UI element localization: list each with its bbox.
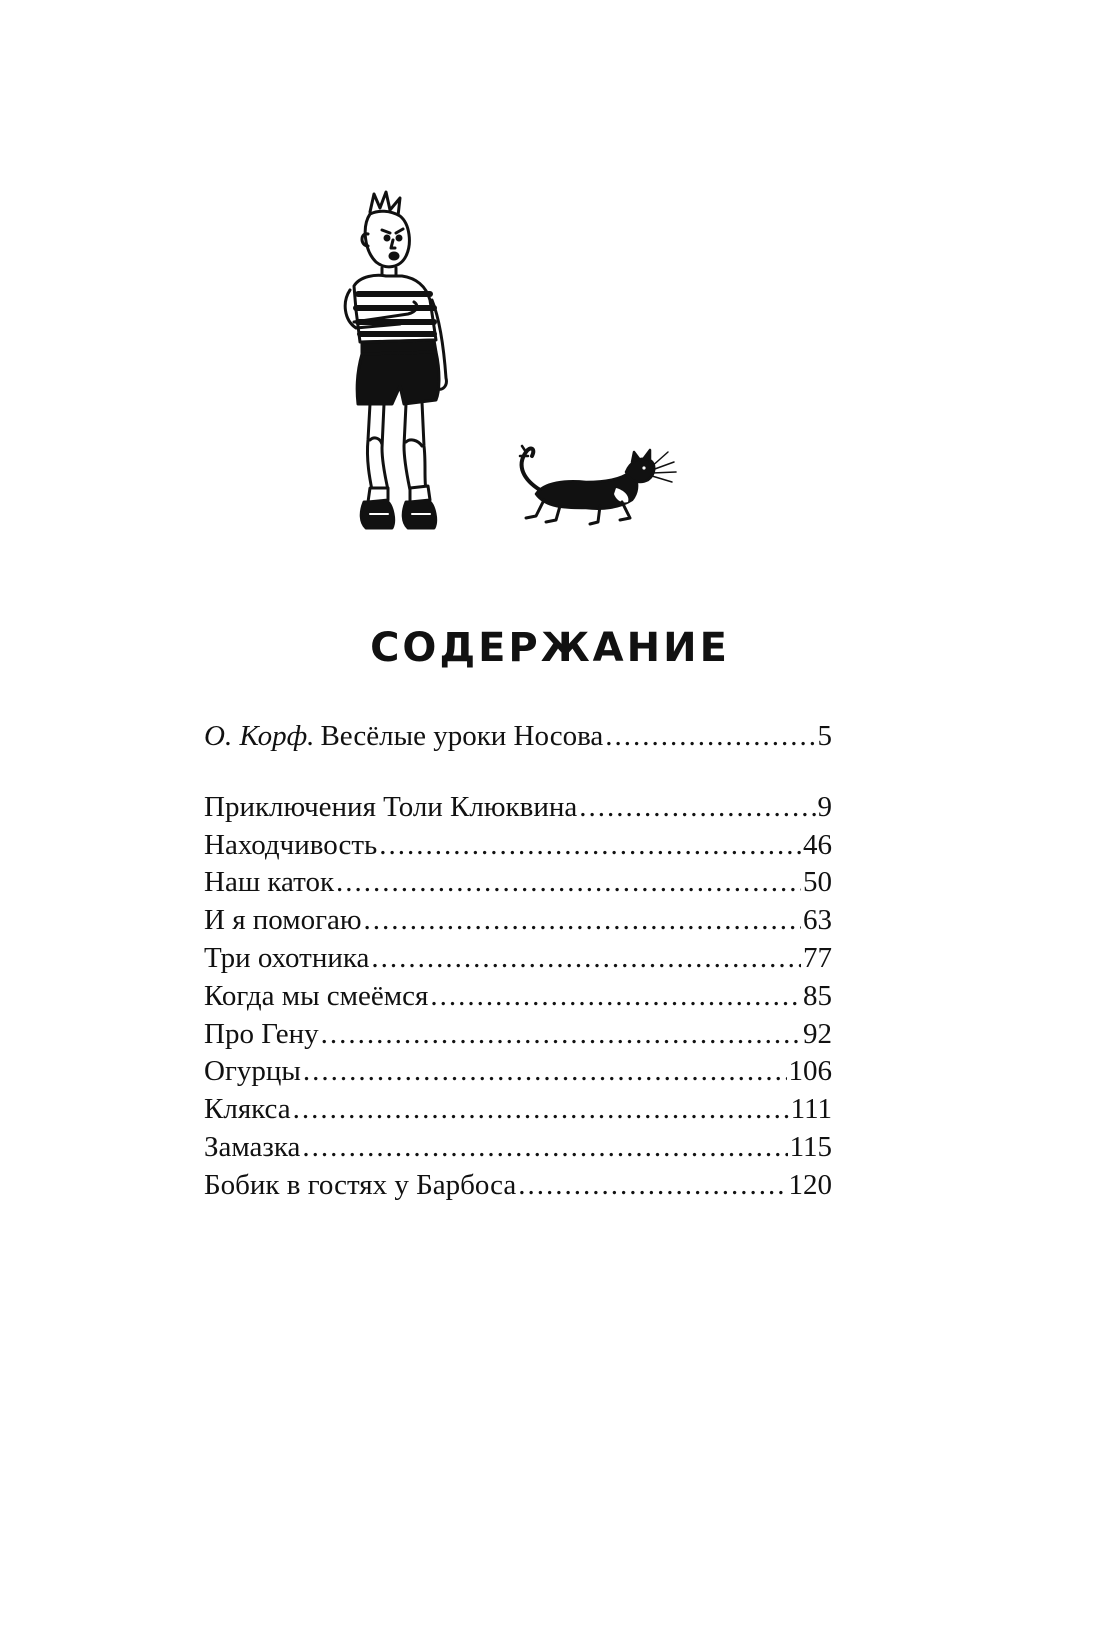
toc-entry-page: 85	[803, 979, 832, 1012]
toc-dot-leader	[579, 789, 815, 827]
toc-entry-title: Огурцы	[204, 1055, 301, 1088]
toc-dot-leader	[293, 1091, 789, 1129]
toc-entry-intro	[204, 718, 832, 756]
boy-figure	[345, 192, 446, 528]
toc-entry-page: 9	[817, 790, 832, 823]
toc-entry-title: Когда мы смеёмся	[204, 979, 429, 1012]
toc-dot-leader	[518, 1167, 786, 1205]
cat-figure	[520, 446, 676, 524]
toc-entry	[204, 789, 832, 827]
toc-entry-page: 5	[817, 720, 832, 752]
toc-entry	[204, 978, 832, 1016]
toc-entry-page: 63	[803, 904, 832, 937]
toc-entry-title: Про Гену	[204, 1017, 319, 1050]
toc-entry-title: Наш каток	[204, 866, 335, 899]
toc-entry-author: О. Корф.	[204, 720, 315, 752]
toc-entry-title: Находчивость	[204, 828, 378, 861]
toc-entry-page: 50	[803, 866, 832, 899]
toc-entry-page: 77	[803, 941, 832, 974]
toc-entry-page: 111	[790, 1093, 832, 1126]
toc-entry-page: 92	[803, 1017, 832, 1050]
toc-entry-title: И я помогаю	[204, 904, 362, 937]
toc-entry	[204, 1016, 832, 1054]
toc-entry-page: 46	[803, 828, 832, 861]
boy-and-cat-illustration	[330, 190, 690, 565]
toc-dot-leader	[371, 940, 801, 978]
toc-dot-leader	[303, 1053, 787, 1091]
toc-entry	[204, 827, 832, 865]
toc-entry-title: Приключения Толи Клюквина	[204, 790, 578, 823]
toc-entry	[204, 1053, 832, 1091]
toc-entry	[204, 940, 832, 978]
toc-entry-title: Клякса	[204, 1093, 291, 1126]
toc-entry	[204, 1129, 832, 1167]
toc-dot-leader	[336, 864, 801, 902]
table-of-contents	[204, 718, 832, 1205]
toc-entry-title: Весёлые уроки Носова	[320, 720, 604, 752]
toc-dot-leader	[364, 902, 801, 940]
toc-entry-page: 106	[788, 1055, 832, 1088]
page-title: СОДЕРЖАНИЕ	[370, 625, 730, 671]
toc-entry-title: Три охотника	[204, 941, 370, 974]
toc-entry-page: 120	[788, 1168, 832, 1201]
toc-entry	[204, 1091, 832, 1129]
toc-dot-leader	[430, 978, 801, 1016]
toc-entry-title: Замазка	[204, 1130, 301, 1163]
toc-dot-leader	[379, 827, 801, 865]
toc-dot-leader	[321, 1016, 801, 1054]
toc-entry-page: 115	[789, 1130, 832, 1163]
toc-dot-leader	[605, 718, 815, 756]
toc-entry	[204, 1167, 832, 1205]
toc-entry	[204, 902, 832, 940]
toc-entry	[204, 864, 832, 902]
toc-dot-leader	[302, 1129, 787, 1167]
toc-entry-title: Бобик в гостях у Барбоса	[204, 1168, 517, 1201]
